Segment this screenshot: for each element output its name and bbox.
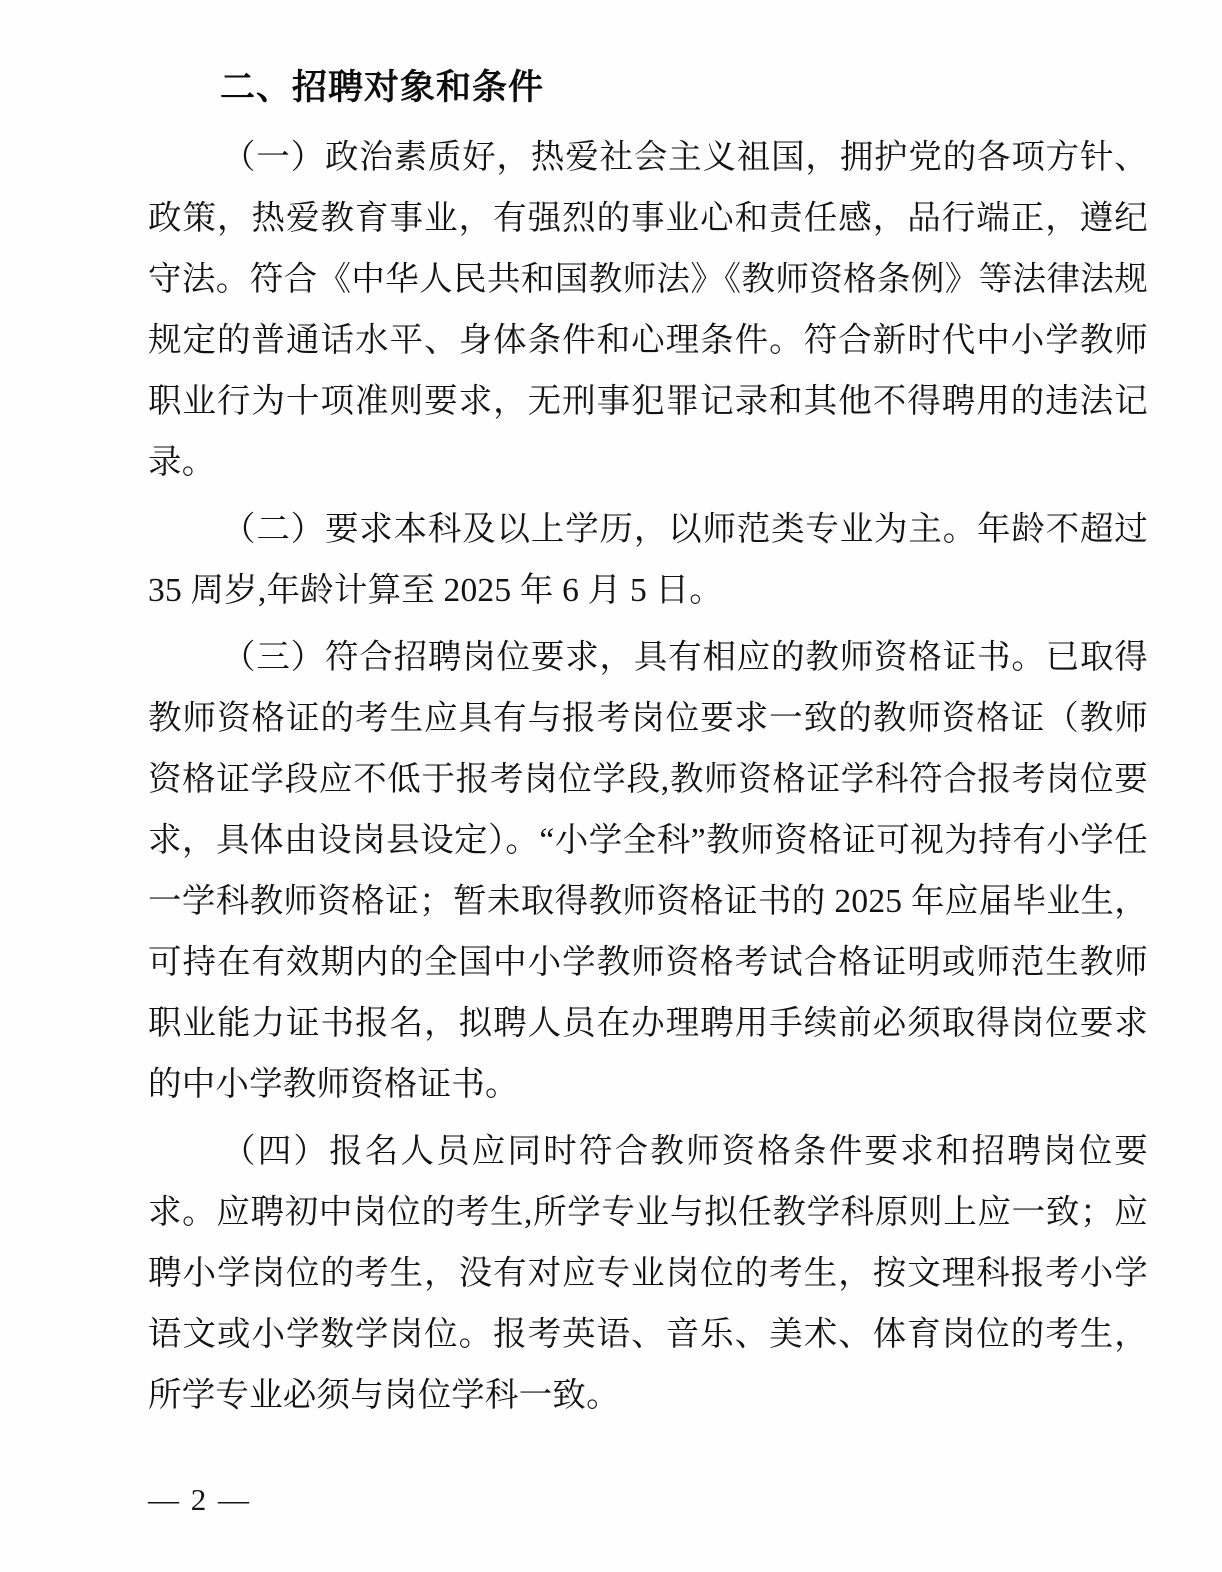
- paragraph-3: （三）符合招聘岗位要求，具有相应的教师资格证书。已取得教师资格证的考生应具有与报考岗位要求一致的教师资格证（教师资格证学段应不低于报考岗位学段,教师资格证学科符合报考岗位要求，具体由设岗县设定）。“小学全科”教师资格证可视为持有小学任一学科教师资格证；暂未取得教师资格证书的 2025 年应届毕业生， 可持在有效期内的全国中小学教师资格考试合格证明或师范生教师职业能力证书报名，拟聘人员在办理聘用手续前必须取得岗位要求的中小学教师资格证书。: [148, 638, 1148, 1103]
- paragraph-1: （一）政治素质好，热爱社会主义祖国，拥护党的各项方针、政策，热爱教育事业，有强烈的事业心和责任感，品行端正，遵纪守法。符合《中华人民共和国教师法》《教师资格条例》等法律法规规定的普通话水平、身体条件和心理条件。符合新时代中小学教师职业行为十项准则要求，无刑事犯罪记录和其他不得聘用的违法记录。: [148, 138, 1148, 481]
- page-footer: [148, 1482, 1148, 1518]
- document-body: [148, 62, 1148, 1432]
- paragraph-2: （二）要求本科及以上学历，以师范类专业为主。年龄不超过 35 周岁,年龄计算至 2025 年 6 月 5 日。: [148, 510, 1148, 609]
- section-heading: 二、招聘对象和条件: [220, 68, 545, 107]
- page-number: — 2 —: [148, 1482, 251, 1517]
- paragraph-4: （四）报名人员应同时符合教师资格条件要求和招聘岗位要求。应聘初中岗位的考生,所学专业与拟任教学科原则上应一致；应聘小学岗位的考生，没有对应专业岗位的考生，按文理科报考小学语文或小学数学岗位。报考英语、音乐、美术、体育岗位的考生，所学专业必须与岗位学科一致。: [148, 1132, 1148, 1414]
